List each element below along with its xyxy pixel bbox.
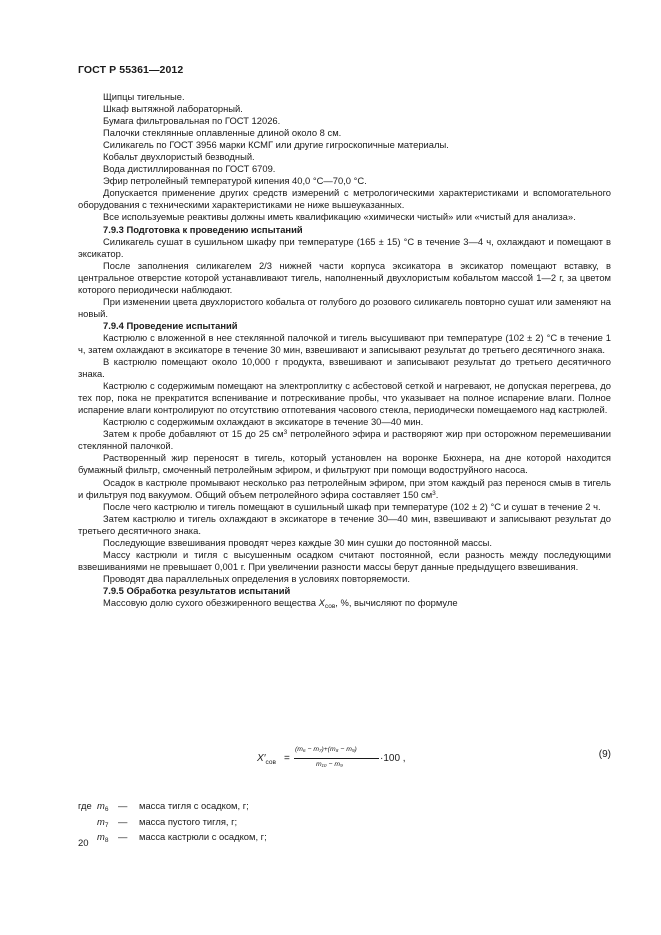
text-run: Осадок в кастрюле промывают несколько раз петролейным эфиром, при этом каждый раз перенося смыв в тигель и фильтруя под вакуумом. Общий объем петролейного эфира составляет 150 см <box>78 476 611 500</box>
paragraph: При изменении цвета двухлористого кобальта от голубого до розового силикагель повторно сушат или заменяют на новый. <box>78 295 611 319</box>
text-run: Массовую долю сухого обезжиренного вещества <box>103 596 319 608</box>
equipment-item: Шкаф вытяжной лабораторный. <box>103 103 243 115</box>
symbol-x: X <box>318 596 325 608</box>
definition-text: масса кастрюли с осадком, г; <box>139 831 267 842</box>
equipment-item: Силикагель по ГОСТ 3956 марки КСМГ или другие гигроскопичные материалы. <box>103 139 449 151</box>
equipment-item: Палочки стеклянные оплавленные длиной около 8 см. <box>103 127 342 139</box>
formula-9 <box>78 746 611 778</box>
text-run: . <box>435 488 439 500</box>
paragraph: Последующие взвешивания проводят через каждые 30 мин сушки до постоянной массы. <box>103 536 493 548</box>
section-heading-7-9-5: 7.9.5 Обработка результатов испытаний <box>103 584 291 596</box>
symbol-letter: m <box>97 800 105 811</box>
definition-text: масса тигля с осадком, г; <box>139 800 249 811</box>
paragraph: Кастрюлю с вложенной в нее стеклянной палочкой и тигель высушивают при температуре (102 ± 2) °С в течение 1 ч, затем охлаждают в эксикаторе в течение 30 мин, взвешивают и записывают результат до третьего десятичного знака. <box>78 331 611 355</box>
paragraph <box>78 428 611 452</box>
equipment-item: Вода дистиллированная по ГОСТ 6709. <box>103 163 276 175</box>
paragraph: Силикагель сушат в сушильном шкафу при температуре (165 ± 15) °С в течение 3—4 ч, охлаждают и помещают в эксикатор. <box>78 235 611 259</box>
formula-numerator: (m₆ − m₇)+(m₈ − m₉) <box>295 746 357 753</box>
page-number: 20 <box>78 838 89 849</box>
formula-multiplier: ·100 , <box>380 753 406 764</box>
equipment-item: Кобальт двухлористый безводный. <box>103 151 255 163</box>
dash: — <box>118 815 128 827</box>
symbol-letter: m <box>97 831 105 842</box>
variable-symbol <box>97 829 108 849</box>
subscript: сов <box>324 602 336 610</box>
document-body <box>78 91 611 613</box>
text-run: , %, вычисляют по формуле <box>335 596 458 608</box>
formula-lhs <box>257 753 276 766</box>
paragraph: Допускается применение других средств измерений с метрологическими характеристиками и вспомогательного оборудования с техническими характеристиками не ниже вышеуказанных. <box>78 187 611 211</box>
formula-equals: = <box>284 753 290 764</box>
paragraph: Затем кастрюлю и тигель охлаждают в эксикаторе в течение 30—40 мин, взвешивают и записывают результат до третьего десятичного знака. <box>78 512 611 536</box>
paragraph: После заполнения силикагелем 2/3 нижней части корпуса эксикатора в эксикатор помещают вставку, в центральное отверстие которой устанавливают тигель, наполненный двухлористым кобальтом массой 1—2 г, за цветом которого периодически наблюдают. <box>78 259 611 295</box>
text-run: петролейного эфира и растворяют жир при осторожном перемешивании стеклянной палочкой. <box>78 428 611 452</box>
superscript: 3 <box>283 429 288 437</box>
paragraph: Растворенный жир переносят в тигель, который установлен на воронке Бюхнера, на дне которой находится бумажный фильтр, смоченный петролейным эфиром, и фильтруют при помощи водоструйного насоса. <box>78 452 611 476</box>
formula-denominator: m₁₀ − m₉ <box>316 761 343 768</box>
paragraph: Все используемые реактивы должны иметь квалификацию «химически чистый» или «чистый для анализа». <box>103 211 576 223</box>
paragraph: Кастрюлю с содержимым охлаждают в эксикаторе в течение 30—40 мин. <box>103 416 424 428</box>
where-label: где <box>78 800 92 811</box>
dash: — <box>118 831 128 842</box>
equipment-item: Щипцы тигельные. <box>103 91 185 102</box>
definition-text: масса пустого тигля, г; <box>139 815 238 827</box>
superscript: 3 <box>432 489 436 497</box>
document-header: ГОСТ Р 55361—2012 <box>78 64 184 76</box>
equipment-item: Эфир петролейный температурой кипения 40,0 °С—70,0 °С. <box>103 175 367 187</box>
formula-number: (9) <box>598 749 611 760</box>
paragraph <box>78 477 611 501</box>
formula-lhs-sub: сов <box>265 759 276 766</box>
paragraph: Проводят два параллельных определения в условиях повторяемости. <box>103 572 411 584</box>
paragraph: После чего кастрюлю и тигель помещают в сушильный шкаф при температуре (102 ± 2) °С и сушат в течение 2 ч. <box>103 500 601 512</box>
section-heading-7-9-3: 7.9.3 Подготовка к проведению испытаний <box>103 223 303 235</box>
dash: — <box>118 800 128 811</box>
symbol-sub: 8 <box>104 837 109 844</box>
paragraph: Массу кастрюли и тигля с высушенным осадком считают постоянной, если разность между последующими взвешиваниями не превышает 0,001 г. При увеличении разности массы берут данные предыдущего взвешивания. <box>78 548 611 572</box>
text-run: Затем к пробе добавляют от 15 до 25 см <box>103 428 284 440</box>
symbol-letter: m <box>97 815 105 827</box>
section-heading-7-9-4: 7.9.4 Проведение испытаний <box>103 319 238 331</box>
symbol-sub: 6 <box>104 806 109 813</box>
fraction-bar <box>294 758 379 759</box>
equipment-item: Бумага фильтровальная по ГОСТ 12026. <box>103 115 281 127</box>
paragraph <box>78 597 611 613</box>
symbol-sub: 7 <box>104 821 109 829</box>
paragraph: Кастрюлю с содержимым помещают на электроплитку с асбестовой сеткой и нагревают, не допуская перегрева, до тех пор, пока не прекратится вспенивание и потрескивание пробы, что указывает на полное испарение влаги. Полное испарение влаги контролируют по отсутствию отпотевания часового стекла, периодически помещаемого над кастрюлей. <box>78 380 611 416</box>
paragraph: В кастрюлю помещают около 10,000 г продукта, взвешивают и записывают результат до третьего десятичного знака. <box>78 356 611 380</box>
formula-lhs-symbol: X′ <box>257 753 266 764</box>
